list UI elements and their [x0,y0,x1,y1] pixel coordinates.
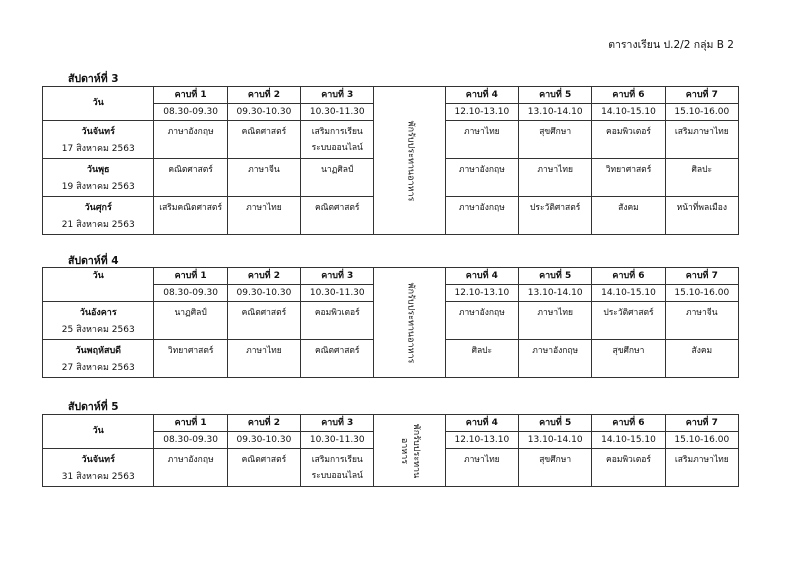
subject-cell [227,159,300,197]
subject-cell [301,340,374,378]
period-header: คาบที่ 2 [227,268,300,285]
subject-name: ระบบออนไลน์ [311,471,363,481]
subject-cell [301,121,374,159]
subject-cell [154,121,227,159]
subject-cell [445,197,518,235]
period-time: 14.10-15.10 [592,104,665,121]
subject-name: สังคม [691,346,713,356]
lunch-break-cell [374,268,445,378]
subject-name: คณิตศาสตร์ [241,308,287,318]
period-header: คาบที่ 4 [445,415,518,432]
day-date: 27 สิงหาคม 2563 [61,363,135,373]
subject-name: คอมพิวเตอร์ [606,127,651,137]
subject-cell [301,449,374,487]
lunch-break-line: พักรับประทาน [410,423,421,478]
day-date: 25 สิงหาคม 2563 [61,325,135,335]
subject-cell [519,121,592,159]
subject-name: คณิตศาสตร์ [168,165,213,175]
subject-cell [519,340,592,378]
subject-name: ภาษาอังกฤษ [458,308,505,318]
lunch-break-label: พักรับประทานอาหาร [405,282,416,363]
lunch-break-cell [374,415,445,487]
lunch-break-label [398,423,422,477]
period-time: 09.30-10.30 [227,285,300,302]
subject-name: เสริมภาษาไทย [674,127,729,137]
period-time: 15.10-16.00 [665,432,738,449]
day-date: 17 สิงหาคม 2563 [61,144,135,154]
subject-cell [154,449,227,487]
subject-cell [227,340,300,378]
page-header: ตารางเรียน ป.2/2 กลุ่ม B 2 [608,39,734,51]
period-header: คาบที่ 4 [445,87,518,104]
period-header: คาบที่ 5 [519,87,592,104]
subject-cell [592,340,665,378]
period-time: 12.10-13.10 [445,432,518,449]
subject-name: เสริมการเรียน [311,127,363,137]
day-name: วันศุกร์ [84,203,112,213]
subject-name: วิทยาศาสตร์ [167,346,214,356]
subject-cell [665,121,738,159]
day-cell [43,197,154,235]
subject-cell [665,159,738,197]
day-column-header: วัน [43,415,154,449]
subject-cell [592,302,665,340]
subject-cell [154,302,227,340]
subject-cell [154,340,227,378]
subject-cell [154,197,227,235]
subject-cell [445,121,518,159]
subject-name: ภาษาไทย [537,308,573,318]
subject-cell [519,159,592,197]
lunch-break-cell [374,87,445,235]
period-time: 14.10-15.10 [592,285,665,302]
subject-cell [592,121,665,159]
day-date: 31 สิงหาคม 2563 [61,472,135,482]
subject-name: คณิตศาสตร์ [241,455,287,465]
period-header: คาบที่ 3 [301,415,374,432]
day-cell [43,340,154,378]
subject-cell [592,159,665,197]
lunch-break-label: พักรับประทานอาหาร [405,120,416,201]
period-header-row [43,87,739,104]
period-time: 10.30-11.30 [301,285,374,302]
period-header: คาบที่ 6 [592,415,665,432]
period-time: 15.10-16.00 [665,285,738,302]
period-header: คาบที่ 6 [592,87,665,104]
subject-name: คอมพิวเตอร์ [314,308,360,318]
subject-name: คอมพิวเตอร์ [606,455,651,465]
subject-cell [445,340,518,378]
subject-cell [445,449,518,487]
period-header: คาบที่ 7 [665,268,738,285]
period-header: คาบที่ 5 [519,268,592,285]
subject-name: นาฏศิลป์ [321,165,354,175]
subject-cell [227,449,300,487]
period-time: 13.10-14.10 [519,104,592,121]
week-title: สัปดาห์ที่ 5 [68,401,119,413]
subject-name: ภาษาอังกฤษ [458,165,505,175]
subject-cell [592,197,665,235]
period-header: คาบที่ 6 [592,268,665,285]
period-time: 13.10-14.10 [519,285,592,302]
day-column-header: วัน [43,268,154,302]
subject-name: เสริมคณิตศาสตร์ [159,203,223,213]
week-title: สัปดาห์ที่ 4 [68,255,119,267]
subject-name: ภาษาอังกฤษ [167,127,214,137]
subject-cell [665,302,738,340]
subject-name: คณิตศาสตร์ [314,203,360,213]
day-date: 21 สิงหาคม 2563 [61,220,135,230]
subject-cell [519,197,592,235]
period-header: คาบที่ 3 [301,268,374,285]
day-date: 19 สิงหาคม 2563 [61,182,135,192]
subject-cell [665,197,738,235]
period-time: 09.30-10.30 [227,104,300,121]
subject-name: ภาษาอังกฤษ [458,203,505,213]
timetable [42,267,739,378]
week-title: สัปดาห์ที่ 3 [68,73,119,85]
day-cell [43,449,154,487]
period-time: 13.10-14.10 [519,432,592,449]
period-header: คาบที่ 2 [227,87,300,104]
period-header: คาบที่ 7 [665,87,738,104]
day-cell [43,121,154,159]
period-time: 09.30-10.30 [227,432,300,449]
period-header-row [43,268,739,285]
period-time: 12.10-13.10 [445,285,518,302]
subject-name: ศิลปะ [691,165,713,175]
subject-cell [445,302,518,340]
period-header: คาบที่ 2 [227,415,300,432]
period-time: 08.30-09.30 [154,104,227,121]
period-header: คาบที่ 4 [445,268,518,285]
subject-cell [445,159,518,197]
subject-cell [301,302,374,340]
subject-name: สุขศึกษา [539,127,572,137]
subject-name: ภาษาไทย [246,203,282,213]
lunch-break-line: อาหาร [398,437,409,464]
period-header: คาบที่ 7 [665,415,738,432]
period-header: คาบที่ 5 [519,415,592,432]
subject-name: สังคม [618,203,639,213]
period-header: คาบที่ 3 [301,87,374,104]
period-time: 12.10-13.10 [445,104,518,121]
period-header: คาบที่ 1 [154,268,227,285]
timetable [42,414,739,487]
period-time: 10.30-11.30 [301,104,374,121]
subject-name: ภาษาไทย [464,455,500,465]
period-time: 10.30-11.30 [301,432,374,449]
subject-cell [227,197,300,235]
subject-cell [665,340,738,378]
day-column-header: วัน [43,87,154,121]
subject-cell [301,197,374,235]
subject-cell [227,121,300,159]
subject-cell [154,159,227,197]
subject-name: คณิตศาสตร์ [241,127,287,137]
day-cell [43,302,154,340]
period-time: 14.10-15.10 [592,432,665,449]
day-name: วันจันทร์ [81,455,115,465]
subject-name: สุขศึกษา [539,455,572,465]
subject-name: ภาษาอังกฤษ [167,455,214,465]
period-time: 08.30-09.30 [154,285,227,302]
subject-name: ประวัติศาสตร์ [603,308,654,318]
subject-name: ภาษาไทย [246,346,282,356]
subject-name: ภาษาจีน [686,308,718,318]
day-name: วันจันทร์ [81,127,115,137]
subject-name: เสริมการเรียน [311,455,363,465]
subject-cell [301,159,374,197]
subject-name: คณิตศาสตร์ [314,346,360,356]
subject-cell [519,449,592,487]
subject-name: ภาษาไทย [464,127,500,137]
subject-name: หน้าที่พลเมือง [676,203,727,213]
subject-name: เสริมภาษาไทย [674,455,729,465]
subject-name: ภาษาจีน [248,165,280,175]
subject-name: ศิลปะ [471,346,493,356]
subject-name: นาฏศิลป์ [174,308,207,318]
subject-cell [665,449,738,487]
period-time: 08.30-09.30 [154,432,227,449]
period-time: 15.10-16.00 [665,104,738,121]
period-header: คาบที่ 1 [154,87,227,104]
subject-cell [592,449,665,487]
subject-name: สุขศึกษา [612,346,645,356]
subject-cell [519,302,592,340]
day-name: วันพฤหัสบดี [75,346,122,356]
subject-name: ภาษาไทย [537,165,573,175]
subject-name: ภาษาอังกฤษ [532,346,579,356]
subject-name: ประวัติศาสตร์ [530,203,581,213]
subject-name: วิทยาศาสตร์ [605,165,652,175]
day-cell [43,159,154,197]
day-name: วันอังคาร [79,308,117,318]
period-header: คาบที่ 1 [154,415,227,432]
subject-cell [227,302,300,340]
period-header-row [43,415,739,432]
subject-name: ระบบออนไลน์ [311,143,363,153]
day-name: วันพุธ [86,165,110,175]
timetable [42,86,739,235]
